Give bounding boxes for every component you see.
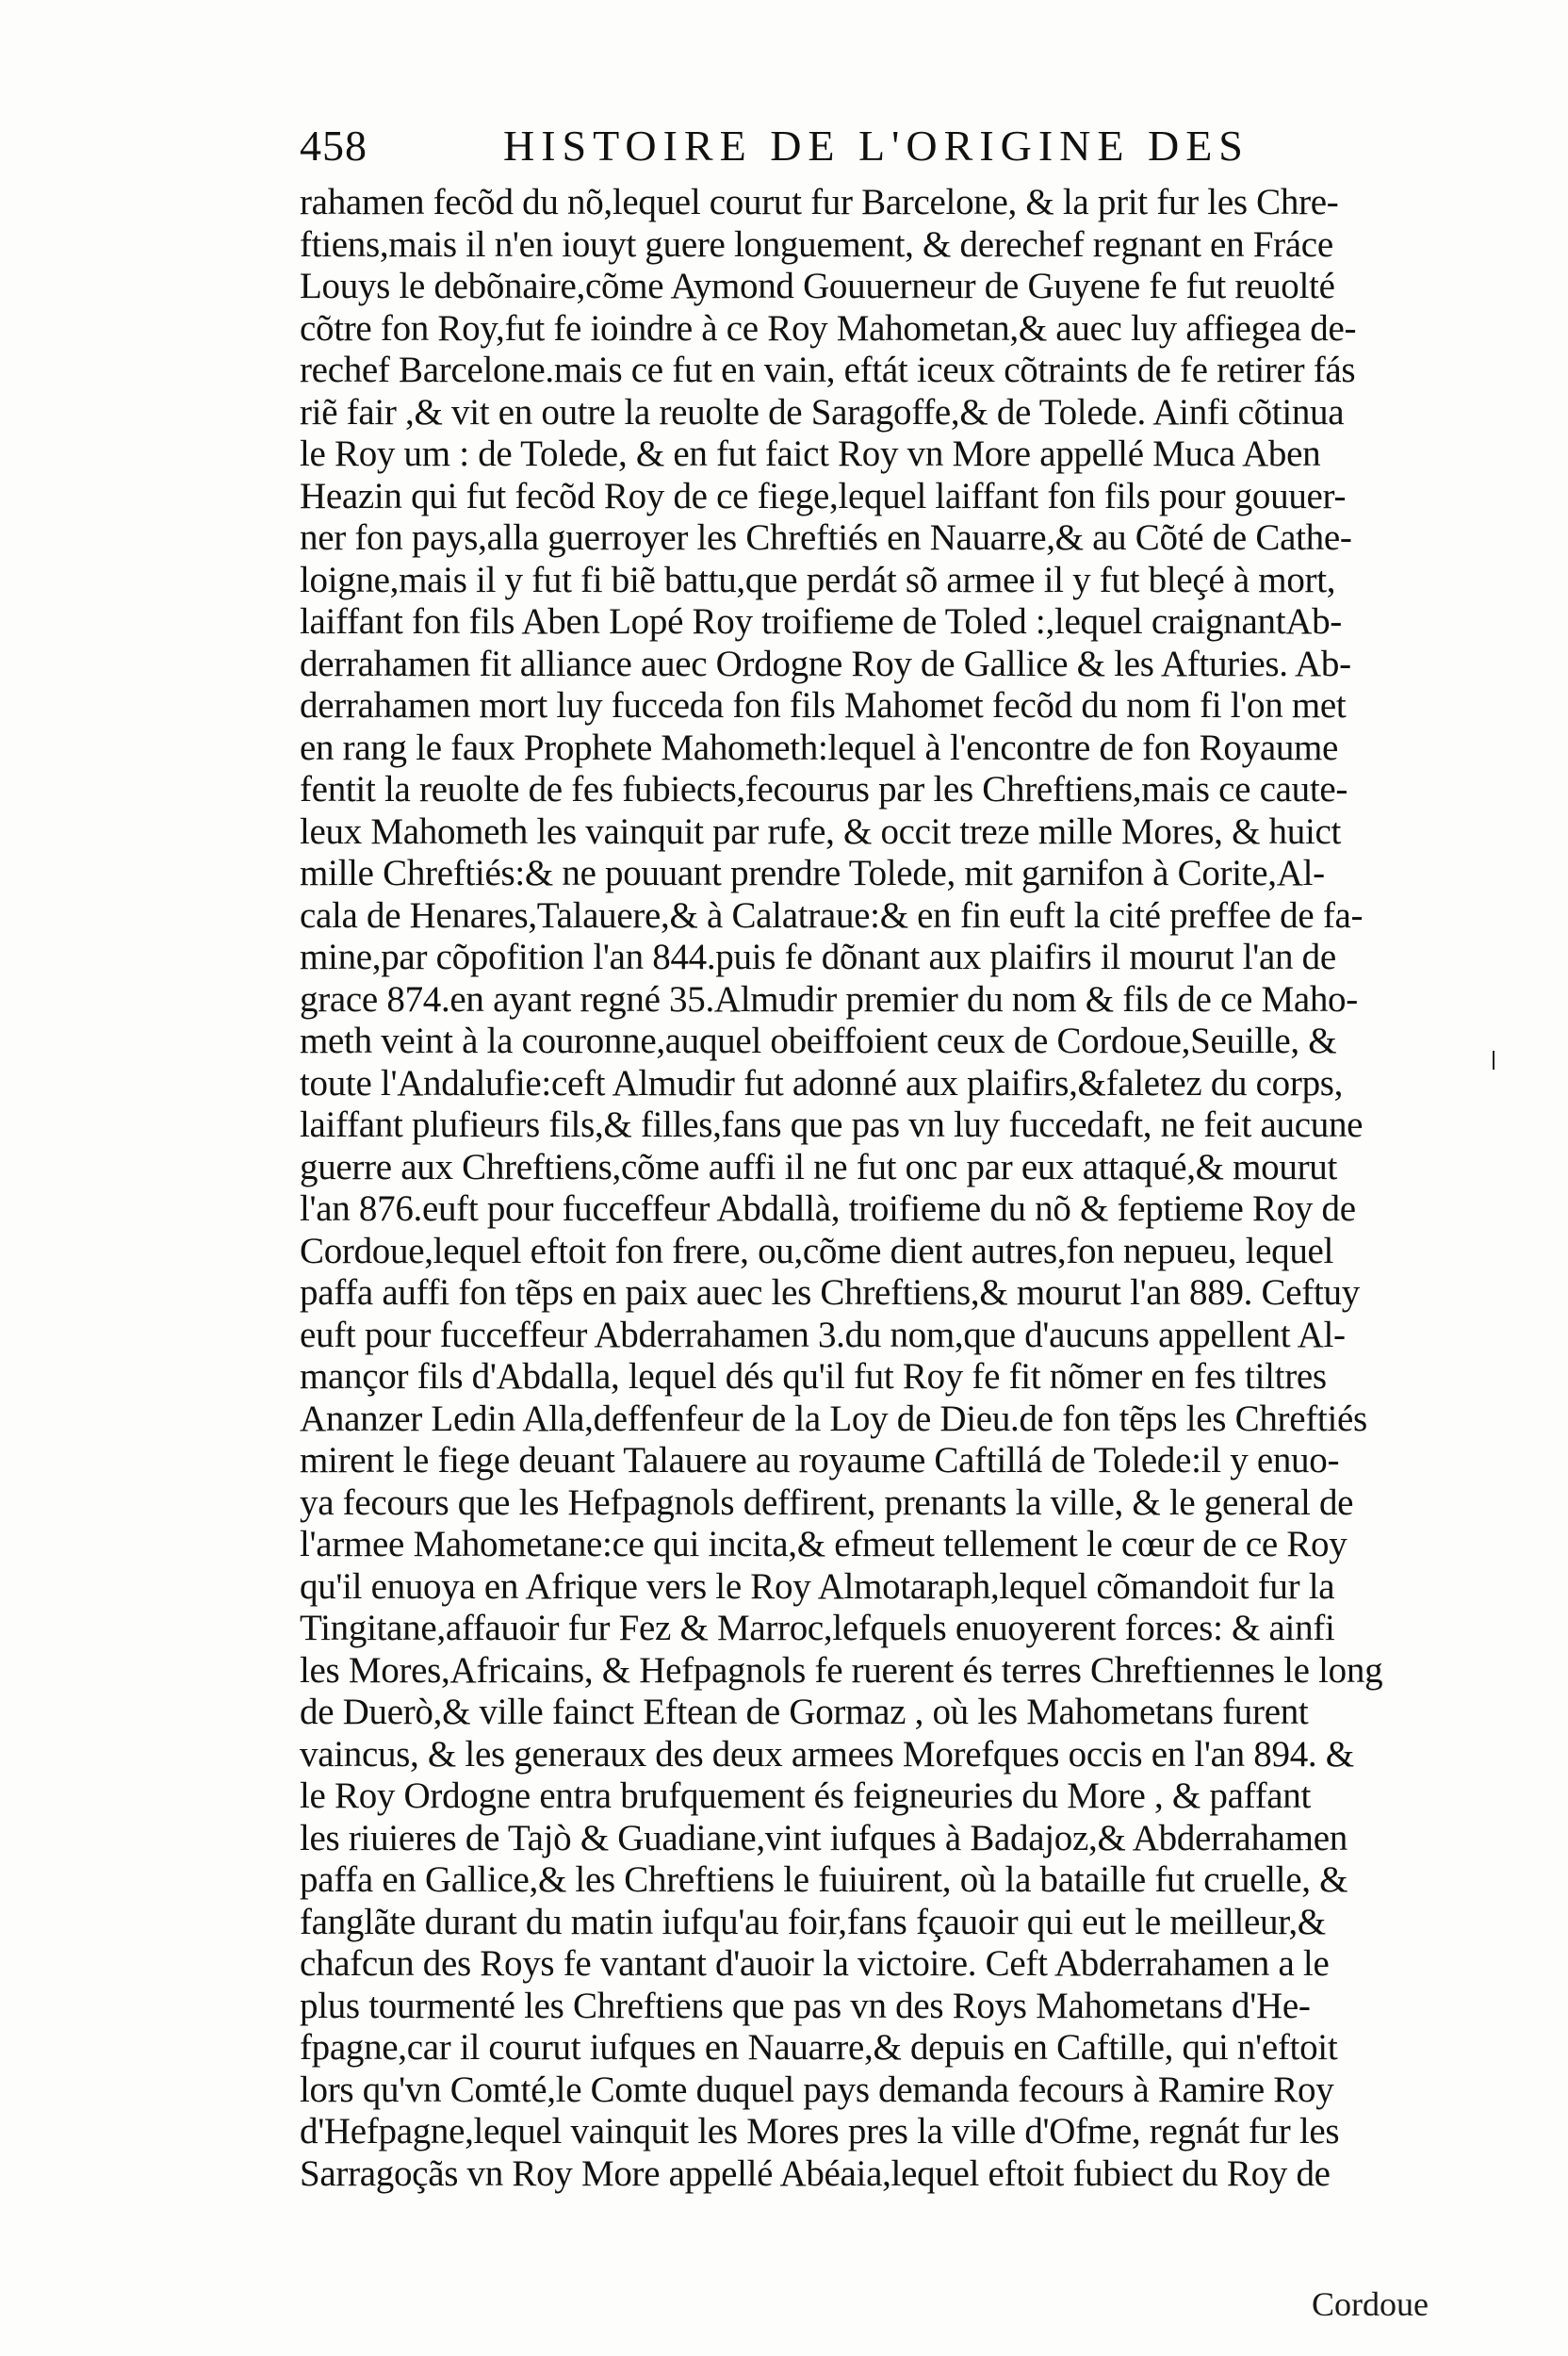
text-line: mançor fils d'Abdalla, lequel dés qu'il fut Roy fe fit nõmer en fes tiltres: [300, 1356, 1327, 1397]
text-line: l'armee Mahometane:ce qui incita,& efmeut tellement le cœur de ce Roy: [300, 1524, 1348, 1564]
text-line: paffa auffi fon tẽps en paix auec les Chreftiens,& mourut l'an 889. Ceftuy: [300, 1272, 1360, 1313]
text-line: ya fecours que les Hefpagnols deffirent, prenants la ville, & le general de: [300, 1481, 1354, 1523]
text-line: Sarragoçãs vn Roy More appellé Abéaia,lequel eftoit fubiect du Roy de: [300, 2152, 1331, 2194]
text-line: paffa en Gallice,& les Chreftiens le fuiuirent, où la bataille fut cruelle, &: [300, 1859, 1348, 1900]
text-line: fpagne,car il courut iufques en Nauarre,& depuis en Caftille, qui n'eftoit: [300, 2027, 1338, 2068]
text-line: Heazin qui fut fecõd Roy de ce fiege,lequel laiffant fon fils pour gouuer-: [300, 475, 1347, 516]
text-line: chafcun des Roys fe vantant d'auoir la victoire. Ceft Abderrahamen a le: [300, 1943, 1330, 1984]
text-line: ner fon pays,alla guerroyer les Chreftiés en Nauarre,& au Cõté de Cathe-: [300, 517, 1352, 558]
text-line: le Roy Ordogne entra brufquement és feigneuries du More , & paffant: [300, 1775, 1312, 1816]
text-line: meth veint à la couronne,auquel obeiffoient ceux de Cordoue,Seuille, &: [300, 1021, 1337, 1061]
body-text: [300, 182, 1468, 2195]
text-line: mille Chreftiés:& ne pouuant prendre Tolede, mit garnifon à Corite,Al-: [300, 853, 1325, 893]
text-line: en rang le faux Prophete Mahometh:lequel à l'encontre de fon Royaume: [300, 727, 1339, 768]
page-number: 458: [300, 122, 368, 170]
text-line: mirent le fiege deuant Talauere au royaume Caftillá de Tolede:il y enuo-: [300, 1440, 1340, 1481]
text-line: ftiens,mais il n'en iouyt guere longuement, & derechef regnant en Fráce: [300, 223, 1333, 265]
text-line: derrahamen mort luy fucceda fon fils Mahomet fecõd du nom fi l'on met: [300, 685, 1347, 726]
text-line: Cordoue,lequel eftoit fon frere, ou,cõme dient autres,fon nepueu, lequel: [300, 1230, 1334, 1271]
text-line: les riuieres de Tajò & Guadiane,vint iufques à Badajoz,& Abderrahamen: [300, 1817, 1348, 1858]
text-line: fentit la reuolte de fes fubiects,fecourus par les Chreftiens,mais ce caute-: [300, 769, 1348, 810]
text-line: grace 874.en ayant regné 35.Almudir premier du nom & fils de ce Maho-: [300, 978, 1358, 1020]
text-line: Ananzer Ledin Alla,deffenfeur de la Loy de Dieu.de fon tẽps les Chreftiés: [300, 1398, 1367, 1439]
text-line: plus tourmenté les Chreftiens que pas vn des Roys Mahometans d'He-: [300, 1985, 1311, 2026]
text-line: mine,par cõpofition l'an 844.puis fe dõnant aux plaifirs il mourut l'an de: [300, 937, 1336, 977]
text-line: Louys le debõnaire,cõme Aymond Gouuerneur de Guyene fe fut reuolté: [300, 266, 1335, 306]
text-line: d'Hefpagne,lequel vainquit les Mores pres la ville d'Ofme, regnát fur les: [300, 2111, 1340, 2151]
catchword: Cordoue: [1312, 2285, 1429, 2323]
text-line: leux Mahometh les vainquit par rufe, & occit treze mille Mores, & huict: [300, 810, 1342, 852]
text-line: rechef Barcelone.mais ce fut en vain, eftát iceux cõtraints de fe retirer fás: [300, 350, 1356, 390]
text-line: de Duerò,& ville fainct Eftean de Gormaz , où les Mahometans furent: [300, 1692, 1309, 1732]
text-line: rahamen fecõd du nõ,lequel courut fur Barcelone, & la prit fur les Chre-: [300, 182, 1339, 222]
text-line: vaincus, & les generaux des deux armees Morefques occis en l'an 894. &: [300, 1733, 1354, 1775]
text-line: qu'il enuoya en Afrique vers le Roy Almotaraph,lequel cõmandoit fur la: [300, 1565, 1335, 1607]
text-line: Tingitane,affauoir fur Fez & Marroc,lefquels enuoyerent forces: & ainfi: [300, 1608, 1335, 1648]
text-line: fanglãte durant du matin iufqu'au foir,fans fçauoir qui eut le meilleur,&: [300, 1901, 1326, 1942]
text-line: riẽ fair ,& vit en outre la reuolte de Saragoffe,& de Tolede. Ainfi cõtinua: [300, 391, 1345, 433]
text-line: toute l'Andalufie:ceft Almudir fut adonné aux plaifirs,&faletez du corps,: [300, 1062, 1344, 1104]
text-line: derrahamen fit alliance auec Ordogne Roy de Gallice & les Afturies. Ab-: [300, 643, 1351, 684]
text-line: laiffant fon fils Aben Lopé Roy troifieme de Toled :,lequel craignantAb-: [300, 601, 1342, 642]
text-line: euft pour fucceffeur Abderrahamen 3.du nom,que d'aucuns appellent Al-: [300, 1314, 1346, 1355]
margin-mark: [1493, 1051, 1494, 1070]
text-line: laiffant plufieurs fils,& filles,fans que pas vn luy fuccedaft, ne feit aucune: [300, 1104, 1364, 1145]
running-title: HISTOIRE DE L'ORIGINE DES: [503, 122, 1250, 170]
text-line: les Mores,Africains, & Hefpagnols fe ruerent és terres Chreftiennes le long: [300, 1649, 1383, 1691]
text-line: lors qu'vn Comté,le Comte duquel pays demanda fecours à Ramire Roy: [300, 2069, 1334, 2110]
text-line: cala de Henares,Talauere,& à Calatraue:& en fin euft la cité preffee de fa-: [300, 894, 1364, 936]
text-line: loigne,mais il y fut fi biẽ battu,que perdát sõ armee il y fut bleçé à mort,: [300, 559, 1336, 600]
text-line: l'an 876.euft pour fucceffeur Abdallà, troifieme du nõ & feptieme Roy de: [300, 1188, 1356, 1229]
text-line: guerre aux Chreftiens,cõme auffi il ne fut onc par eux attaqué,& mourut: [300, 1146, 1337, 1187]
text-line: le Roy um : de Tolede, & en fut faict Roy vn More appellé Muca Aben: [300, 434, 1321, 474]
text-line: cõtre fon Roy,fut fe ioindre à ce Roy Mahometan,& auec luy affiegea de-: [300, 307, 1357, 349]
page-header: [300, 121, 1280, 181]
